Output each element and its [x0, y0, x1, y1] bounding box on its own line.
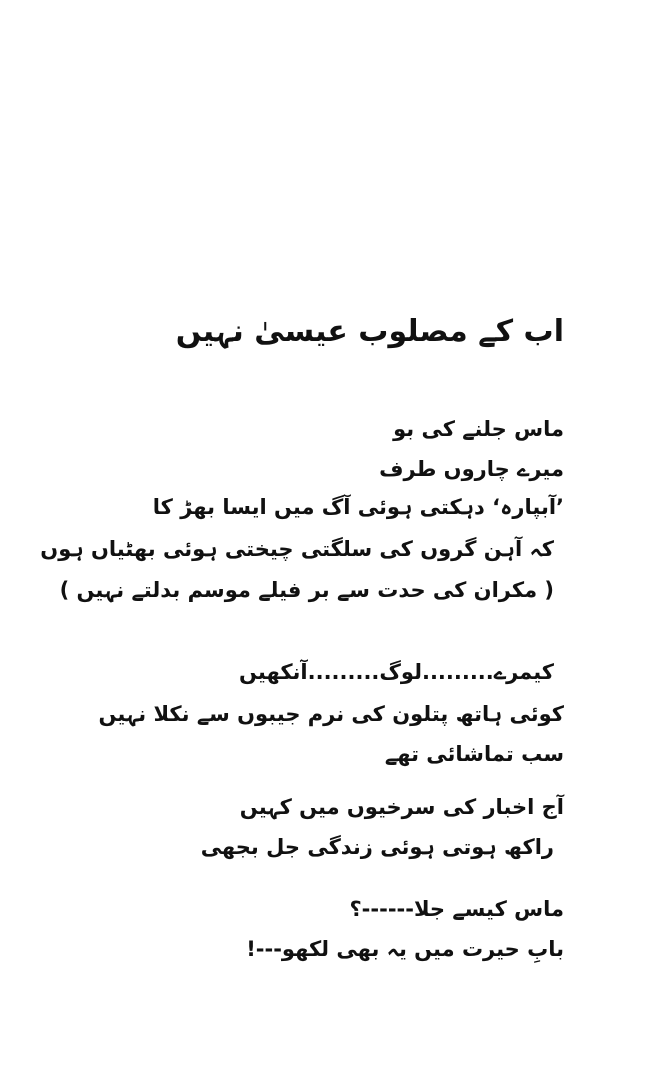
poem-line: ( مکران کی حدت سے بر فیلے موسم بدلتے نہیں ): [59, 578, 554, 602]
poem-line: ماس کیسے جلا------؟: [349, 897, 564, 921]
poem-line: میرے چاروں طرف: [379, 457, 564, 481]
poem-line: ’آبپارہ‘ دہکتی ہوئی آگ میں ایسا بھڑ کا: [152, 495, 564, 519]
poem-line: کوئی ہاتھ پتلون کی نرم جیبوں سے نکلا نہیں: [98, 702, 564, 726]
poem-line: راکھ ہوتی ہوئی زندگی جل بجھی: [200, 835, 554, 859]
poem-line: بابِ حیرت میں یہ بھی لکھو---!: [246, 937, 564, 961]
poem-line: کہ آہن گروں کی سلگتی چیختی ہوئی بھٹیاں ہوں: [40, 537, 554, 561]
poem-title: اب کے مصلوب عیسیٰ نہیں: [175, 314, 564, 349]
poem-line: سب تماشائی تھے: [384, 742, 564, 766]
poem-line: کیمرے.........لوگ.........آنکھیں: [238, 660, 554, 684]
poem-line: آج اخبار کی سرخیوں میں کہیں: [239, 795, 564, 819]
poem-line: ماس جلنے کی بو: [393, 417, 564, 441]
